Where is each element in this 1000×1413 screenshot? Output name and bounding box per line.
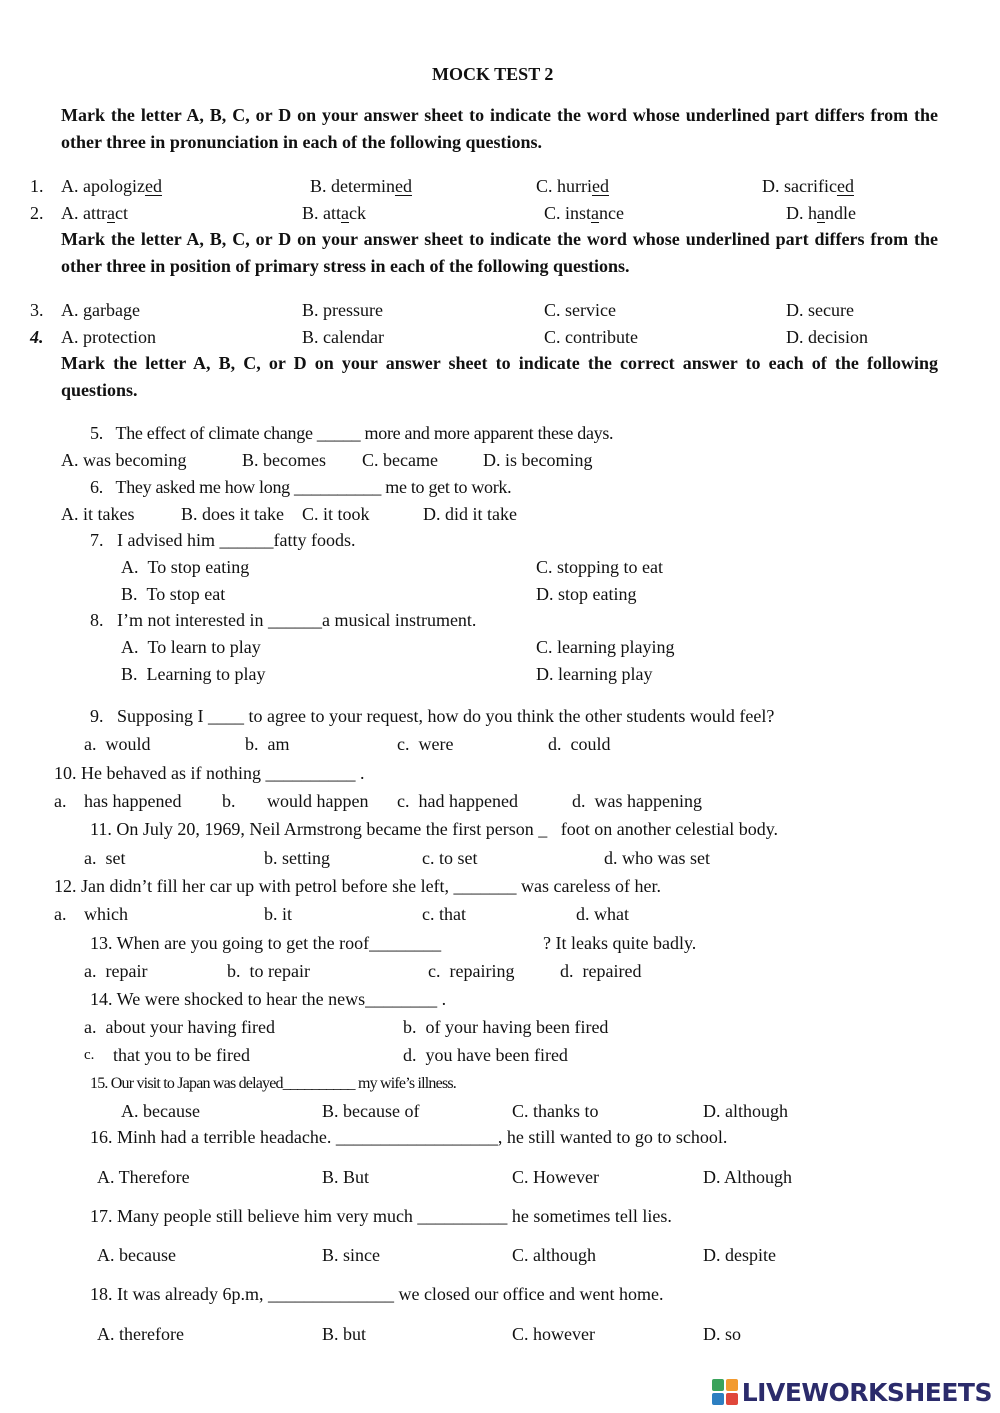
option-c: c. were [397,734,454,754]
watermark-text: LIVEWORKSHEETS [741,1377,992,1407]
question-stem: 6. They asked me how long __________ me to get to work. [90,477,512,497]
option-a: a. repair [84,961,148,981]
question-number: 2. [30,203,44,223]
question-number: 1. [30,176,44,196]
question-stem: 11. On July 20, 1969, Neil Armstrong became the first person _ foot on another celestial body. [90,819,779,839]
option-d: d. could [548,734,611,754]
option-d: D. although [703,1101,788,1121]
option-d: D. despite [703,1245,776,1265]
option-d: d. what [576,904,629,924]
option-d: d. who was set [604,848,710,868]
option-d: D. so [703,1324,742,1344]
option-c: c. had happened [397,791,518,811]
option-b: b. am [245,734,290,754]
option-b: B. attack [302,203,366,223]
option-b: B. because of [322,1101,420,1121]
option-b: B. does it take [181,504,284,524]
option-b: would happen [267,791,369,811]
option-d: D. handle [786,203,856,223]
question-stem: 8. I’m not interested in ______a musical instrument. [90,610,477,630]
option-c: C. it took [302,504,370,524]
option-c: C. However [512,1167,599,1187]
option-a: A. was becoming [61,450,187,470]
option-b: b. it [264,904,293,924]
liveworksheets-logo-icon [712,1379,738,1405]
question-stem: 10. He behaved as if nothing __________ . [54,763,365,783]
option-a-letter: a. [54,791,67,811]
option-b: b. setting [264,848,330,868]
instruction-correct-answer: Mark the letter A, B, C, or D on your answer sheet to indicate the correct answer to each of the following questions. [61,353,938,400]
option-b: B. determined [310,176,412,196]
option-c: C. learning playing [536,637,675,657]
option-b: B. Learning to play [121,664,266,684]
option-b: B. since [322,1245,380,1265]
question-stem: 16. Minh had a terrible headache. __________________, he still wanted to go to school. [90,1127,728,1147]
option-a: A. To learn to play [121,637,261,657]
option-d: d. repaired [560,961,642,981]
option-d: d. you have been fired [403,1045,568,1065]
instruction-pronunciation: Mark the letter A, B, C, or D on your answer sheet to indicate the word whose underlined part differs from the other three in pronunciation in each of the following questions. [61,105,938,152]
page-title: MOCK TEST 2 [432,64,554,84]
option-b-letter: b. [222,791,236,811]
question-stem-end: ? It leaks quite badly. [543,933,697,953]
option-b: B. becomes [242,450,326,470]
question-stem: 14. We were shocked to hear the news________ . [90,989,447,1009]
option-c: c. repairing [428,961,515,981]
question-number: 4. [30,327,44,347]
option-c: C. hurried [536,176,609,196]
option-c-letter: c. [84,1047,95,1063]
option-c: c. to set [422,848,478,868]
option-d: D. stop eating [536,584,637,604]
option-a: A. protection [61,327,156,347]
question-stem: 18. It was already 6p.m, ______________ we closed our office and went home. [90,1284,664,1304]
instruction-stress: Mark the letter A, B, C, or D on your answer sheet to indicate the word whose underlined part differs from the other three in position of primary stress in each of the following questions. [61,229,938,276]
question-stem: 5. The effect of climate change _____ more and more apparent these days. [90,423,614,443]
option-a: A. apologized [61,176,162,196]
option-b: b. to repair [227,961,310,981]
option-c: C. thanks to [512,1101,599,1121]
question-number: 3. [30,300,44,320]
question-stem: 15. Our visit to Japan was delayed__________ my wife’s illness. [90,1075,456,1092]
option-d: D. did it take [423,504,517,524]
option-a: A. because [97,1245,176,1265]
option-b: B. calendar [302,327,384,347]
option-a: a. set [84,848,126,868]
option-b: B. To stop eat [121,584,226,604]
option-c: that you to be fired [113,1045,250,1065]
option-d: D. learning play [536,664,653,684]
option-c: C. although [512,1245,596,1265]
option-d: D. decision [786,327,868,347]
option-a: a. about your having fired [84,1017,275,1037]
option-d: D. secure [786,300,854,320]
option-a: A. because [121,1101,200,1121]
option-b: b. of your having been fired [403,1017,609,1037]
option-c: C. contribute [544,327,638,347]
option-a: A. Therefore [97,1167,190,1187]
option-d: D. Although [703,1167,793,1187]
option-c: C. service [544,300,616,320]
option-a: A. therefore [97,1324,184,1344]
question-stem: 9. Supposing I ____ to agree to your request, how do you think the other students would feel? [90,706,775,726]
question-stem: 17. Many people still believe him very much __________ he sometimes tell lies. [90,1206,672,1226]
option-d: D. sacrificed [762,176,854,196]
option-d: d. was happening [572,791,702,811]
option-b: B. but [322,1324,367,1344]
option-c: c. that [422,904,466,924]
option-c: C. became [362,450,438,470]
option-a: A. garbage [61,300,140,320]
option-c: C. instance [544,203,624,223]
option-c: C. stopping to eat [536,557,663,577]
option-a: a. would [84,734,151,754]
option-a: which [84,904,128,924]
option-a: A. attract [61,203,128,223]
option-a: A. To stop eating [121,557,250,577]
option-d: D. is becoming [483,450,593,470]
option-a: A. it takes [61,504,135,524]
option-c: C. however [512,1324,595,1344]
option-a-letter: a. [54,904,67,924]
question-stem: 12. Jan didn’t fill her car up with petrol before she left, _______ was careless of her. [54,876,661,896]
question-stem: 7. I advised him ______fatty foods. [90,530,356,550]
option-b: B. But [322,1167,370,1187]
option-b: B. pressure [302,300,383,320]
option-a: has happened [84,791,182,811]
liveworksheets-watermark [712,1377,992,1407]
question-stem: 13. When are you going to get the roof________ [90,933,442,953]
